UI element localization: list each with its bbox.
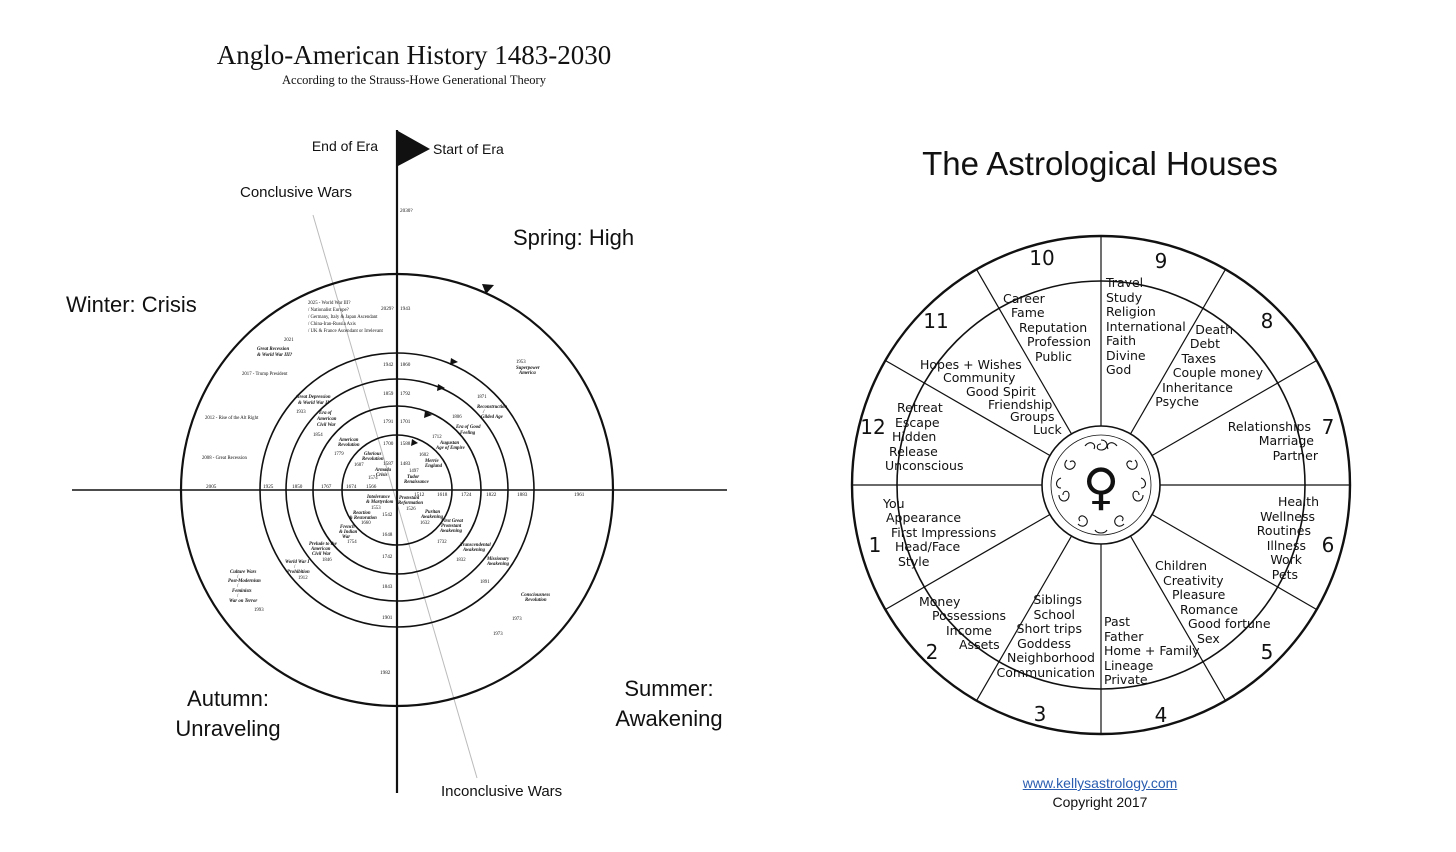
year-label: 1982 [380,670,391,676]
house-9-keyword: Travel [1106,275,1144,290]
house-number-7: 7 [1321,415,1335,439]
houses-title: The Astrological Houses [922,145,1278,182]
event-label: 1712 [432,435,442,440]
house-1-keyword: You [883,496,905,511]
event-label: 1779 [334,452,344,457]
event-label: Feminists [232,589,252,594]
event-label: 1553 [371,506,381,511]
event-label: Transcendental [460,543,491,548]
event-label: 1832 [456,558,466,563]
event-label: Armada [375,468,391,473]
event-label: Prelude to the [309,542,337,547]
event-label: Revolution [362,457,384,462]
year-label: 1742 [382,554,393,560]
year-label: 1925 [263,484,274,490]
house-number-5: 5 [1260,640,1274,664]
event-label: Civil War [317,423,336,428]
house-10-keyword: Public [1035,349,1072,364]
house-4-keyword: Private [1104,672,1148,687]
house-number-9: 9 [1154,249,1168,273]
house-7-keyword: Marriage [1258,433,1314,448]
house-12-keyword: Release [889,444,938,459]
autumn-label-1: Autumn: [187,686,269,711]
year-label: 1700 [383,441,394,447]
house-number-12: 12 [860,415,886,439]
event-label: / [294,565,296,570]
house-number-11: 11 [923,309,949,333]
house-11-keyword: Groups [1010,409,1055,424]
house-2-keyword: Assets [959,637,1000,652]
event-label: 1891 [480,580,490,585]
house-1-keyword: Appearance [886,510,962,525]
house-7-keyword: Partner [1272,448,1318,463]
year-label: 1792 [400,391,411,397]
house-11-keyword: Friendship [988,397,1053,412]
event-label: / [483,410,485,415]
summer-label-2: Awakening [615,706,723,731]
summer-label-1: Summer: [624,676,714,701]
event-label: 1632 [420,521,430,526]
house-5-keyword: Creativity [1163,573,1224,588]
event-label: 1602 [419,453,429,458]
year-label: 1618 [437,492,448,498]
year-label: 1943 [400,306,411,312]
event-label: Reformation [398,501,424,506]
year-label: 1883 [517,492,528,498]
event-label: 1574 [368,476,378,481]
event-label: & Restoration [349,516,377,521]
event-label: 1871 [477,395,487,400]
year-label: 1587 [383,461,394,467]
history-subtitle: According to the Strauss-Howe Generational Theory [282,73,546,87]
venus-symbol-icon: ♀ [1082,458,1120,516]
start-flag-icon [398,131,430,166]
website-link[interactable]: www.kellysastrology.com [1022,775,1178,791]
year-label: 1961 [574,492,585,498]
event-label: 1732 [437,540,447,545]
house-10-keyword: Career [1003,291,1045,306]
events [202,301,550,637]
event-label: First Great [441,519,463,524]
event-label: / [237,584,239,589]
year-label: 2029? [381,306,394,312]
arrow-icon [411,439,418,446]
house-1-keyword: Style [898,554,930,569]
houses-wheel [852,236,1350,734]
house-7-keyword: Relationships [1227,419,1311,434]
event-label: 2017 - Trump President [242,372,288,377]
house-8-keyword: Couple money [1172,365,1263,380]
event-label: American [339,438,359,443]
house-9-keyword: Religion [1106,304,1156,319]
conclusive-wars-label: Conclusive Wars [240,184,352,201]
house-10-keyword: Profession [1027,334,1091,349]
event-label: Consciousness [521,593,551,598]
event-label: American [317,417,337,422]
house-2-keyword: Money [919,594,961,609]
house-3-keyword: Short trips [1016,621,1082,636]
event-label: / [237,575,239,580]
house-11-keyword: Community [943,370,1016,385]
house-5-keyword: Sex [1197,631,1220,646]
house-11-keyword: Good Spirit [966,384,1036,399]
house-12-keyword: Retreat [897,400,943,415]
house-3-keyword: Communication [996,665,1095,680]
event-label: Culture Wars [230,570,257,575]
year-label: 1860 [400,362,411,368]
event-label: Protestant [399,496,420,501]
house-4-keyword: Father [1104,629,1144,644]
year-label: 1588 [400,441,411,447]
house-5-keyword: Romance [1180,602,1239,617]
event-label: 1973 [493,632,503,637]
house-6-keyword: Health [1277,494,1319,509]
end-of-era-label: End of Era [311,138,378,154]
house-8-keyword: Psyche [1155,394,1199,409]
event-label: Protestant [441,524,462,529]
event-label: 2021 [284,338,294,343]
history-diagram [66,130,727,800]
event-label: Missionary [487,557,510,562]
house-6-keyword: Wellness [1260,509,1315,524]
event-label: Civil War [312,552,331,557]
house-8-keyword: Death [1195,322,1233,337]
event-label: American [311,547,331,552]
event-label: 2025 - World War III? [308,301,351,306]
event-label: & World War II [298,401,329,406]
event-label: 2012 - Rise of the Alt Right [205,416,259,421]
event-label: Renaissance [404,480,429,485]
year-label: 2005 [206,484,217,490]
house-number-8: 8 [1260,309,1274,333]
house-12-keyword: Unconscious [885,458,964,473]
event-label: Era of Good [456,425,481,430]
event-label: Awakening [440,529,463,534]
house-2-keyword: Income [946,623,992,638]
copyright-text: Copyright 2017 [1052,794,1148,810]
event-label: Crisis [376,473,388,478]
house-number-10: 10 [1029,246,1055,270]
house-10-keyword: Fame [1011,305,1045,320]
event-label: 1973 [512,617,522,622]
year-label: 2030? [400,208,413,214]
event-label: Gilded Age [481,415,503,420]
event-label: Era of [319,411,332,416]
start-of-era-label: Start of Era [433,141,504,157]
spring-label: Spring: High [513,225,635,250]
event-label: Awakening [463,548,486,553]
house-number-4: 4 [1154,703,1168,727]
year-label: 1843 [382,584,393,590]
event-label: 1846 [322,558,332,563]
event-label: 1497 [409,469,419,474]
year-label: 1822 [486,492,497,498]
house-12-keyword: Hidden [892,429,937,444]
house-3-keyword: Neighborhood [1006,650,1095,665]
year-label: 1859 [383,391,394,397]
house-11-keyword: Luck [1033,422,1062,437]
house-11-keyword: Hopes + Wishes [920,357,1022,372]
event-label: Awakening [421,515,444,520]
axis-years [206,208,585,676]
event-label: Age of Empire [436,446,465,451]
house-2-keyword: Possessions [932,608,1007,623]
event-label: 1993 [254,608,264,613]
year-label: 1566 [366,484,377,490]
event-label: / UK & France Ascendant or Irrelevant [308,329,383,334]
event-label: Feeling [460,431,476,436]
house-6-keyword: Illness [1266,538,1306,553]
house-4-keyword: Lineage [1104,658,1154,673]
event-label: War on Terror [229,599,258,604]
event-label: Intolerance [367,495,390,500]
house-9-keyword: Faith [1106,333,1136,348]
arrow-icon [450,358,458,365]
house-1-keyword: Head/Face [895,539,961,554]
year-label: 1767 [321,484,332,490]
house-9-keyword: Divine [1106,348,1146,363]
house-9-keyword: Study [1106,290,1143,305]
year-label: 1850 [292,484,303,490]
event-label: 1687 [354,463,364,468]
event-label: French [340,525,355,530]
event-label: Reconstruction [477,405,508,410]
house-3-keyword: Siblings [1033,592,1082,607]
house-12-keyword: Escape [895,415,940,430]
event-label: Great Recession [257,347,290,352]
event-label: America [519,371,536,376]
autumn-label-2: Unraveling [175,716,281,741]
event-label: / Nationalist Europe? [308,308,349,313]
house-5-keyword: Good fortune [1188,616,1271,631]
house-1-keyword: First Impressions [891,525,997,540]
history-title: Anglo-American History 1483-2030 [216,40,612,70]
year-label: 1648 [382,532,393,538]
year-label: 1791 [383,419,394,425]
house-3-keyword: School [1033,607,1075,622]
house-5-keyword: Children [1155,558,1208,573]
event-label: Reaction [353,511,371,516]
event-label: Merrie [425,459,439,464]
house-number-1: 1 [868,533,882,557]
event-label: England [425,464,443,469]
year-label: 1483 [400,461,411,467]
event-label: 1526 [406,507,416,512]
event-label: Glorious [364,452,382,457]
house-number-2: 2 [925,640,939,664]
house-6-keyword: Routines [1256,523,1311,538]
house-9-keyword: God [1106,362,1132,377]
event-label: 2008 - Great Recession [202,456,247,461]
event-label: 1912 [298,576,308,581]
house-6-keyword: Work [1270,552,1302,567]
event-label: 1854 [313,433,323,438]
house-number-6: 6 [1321,533,1335,557]
event-label: War [342,535,351,540]
inconclusive-wars-label: Inconclusive Wars [441,783,563,800]
year-label: 1701 [400,419,411,425]
house-8-keyword: Inheritance [1162,380,1233,395]
event-label: Revolution [338,443,360,448]
year-label: 1901 [382,615,393,621]
year-label: 1512 [414,492,425,498]
year-label: 1942 [383,362,394,368]
event-label: Augustan [440,441,460,446]
event-label: Post-Modernism [228,579,261,584]
event-label: & Martyrdom [366,500,394,505]
event-label: Awakening [487,562,510,567]
event-label: Superpower [516,366,540,371]
house-3-keyword: Goddess [1017,636,1071,651]
event-label: 1933 [296,410,306,415]
event-label: / China-Iran-Russia Axis [308,322,356,327]
house-4-keyword: Past [1104,614,1131,629]
winter-label: Winter: Crisis [66,292,197,317]
house-10-keyword: Reputation [1019,320,1088,335]
event-label: Tudor [407,475,420,480]
house-9-keyword: International [1106,319,1186,334]
house-4-keyword: Home + Family [1104,643,1200,658]
event-label: 1754 [347,540,357,545]
event-label: & World War III? [257,353,293,358]
event-label: 1660 [361,521,371,526]
event-label: World War I [285,560,310,565]
house-6-keyword: Pets [1271,567,1298,582]
house-5-keyword: Pleasure [1172,587,1226,602]
event-label: Revolution [525,598,547,603]
house-8-keyword: Debt [1189,336,1220,351]
event-label: 1806 [452,415,462,420]
year-label: 1542 [382,512,393,518]
year-label: 1724 [461,492,472,498]
event-label: & Indian [339,530,358,535]
event-label: Great Depression [296,395,331,400]
event-label: / Germany, Italy & Japan Ascendant [308,315,378,320]
house-number-3: 3 [1033,702,1047,726]
event-label: 1953 [516,360,526,365]
event-label: Prohibition [287,570,310,575]
event-label: / [237,594,239,599]
event-label: Puritan [425,510,441,515]
year-label: 1674 [346,484,357,490]
house-8-keyword: Taxes [1181,351,1216,366]
